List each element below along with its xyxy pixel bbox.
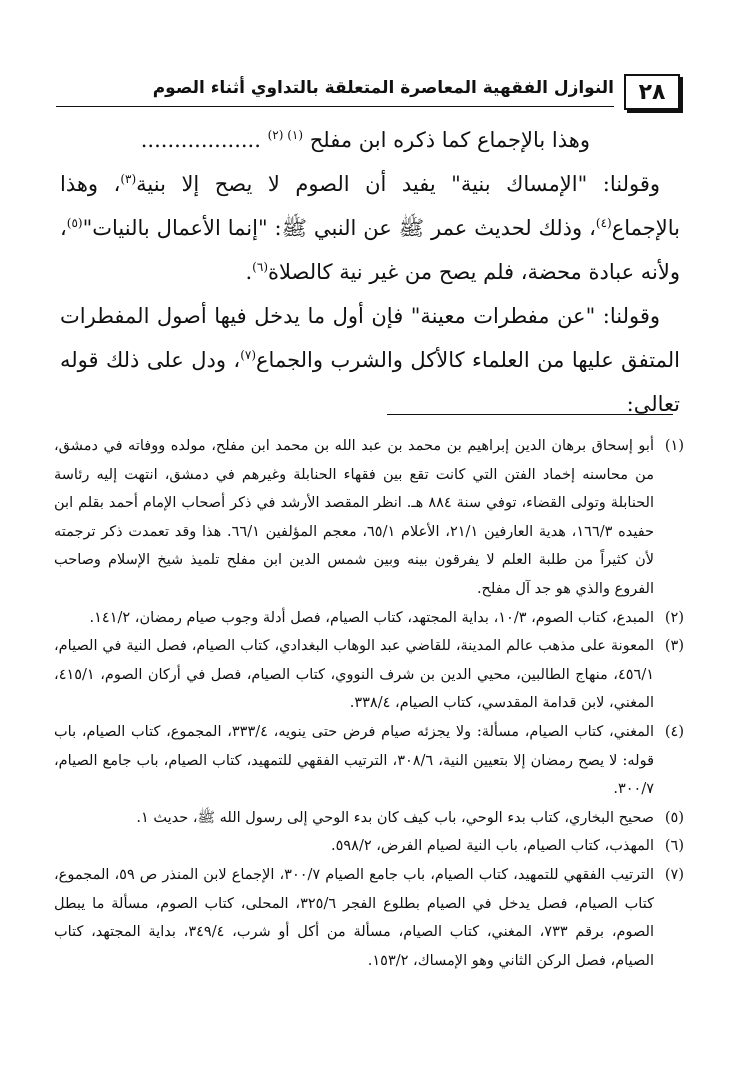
footnote-number: (٦) — [664, 838, 684, 855]
footnote-1 — [54, 432, 684, 604]
footnote-number: (٥) — [664, 809, 684, 826]
footnote-text: المغني، كتاب الصيام، مسألة: ولا يجزئه صيام فرض حتى ينويه، ٣٣٣/٤، المجموع، كتاب الصيام، باب قوله: لا يصح رمضان إلا بتعيين النية، ٣٠٨/٦، الترتيب الفقهي للتمهيد، كتاب الصيام، باب جامع الصيام، ٣٠٠/٧. — [54, 723, 655, 798]
page-number: ٢٨ — [624, 74, 680, 110]
footnote-number: (٢) — [664, 609, 684, 626]
footnote-text: المعونة على مذهب عالم المدينة، للقاضي عبد الوهاب البغدادي، كتاب الصيام، فصل النية في الصيام، ٤٥٦/١، منهاج الطالبين، محيي الدين بن شرف النووي، كتاب الصيام، فصل في أركان الصوم، ٤١٥/١، المغني، لابن قدامة المقدسي، كتاب الصيام، ٣٣٨/٤. — [54, 638, 654, 712]
footnote-ref-7: (٧) — [240, 348, 257, 362]
page-header — [56, 72, 680, 112]
footnote-ref-5: (٥) — [66, 216, 83, 230]
footnote-text: صحيح البخاري، كتاب بدء الوحي، باب كيف كان بدء الوحي إلى رسول الله ﷺ، حديث ١. — [136, 809, 654, 826]
footnote-text: المبدع، كتاب الصوم، ١٠/٣، بداية المجتهد، كتاب الصيام، فصل أدلة وجوب صيام رمضان، ١٤١/٢. — [89, 609, 654, 626]
footnote-4 — [54, 718, 684, 804]
paragraph-2-part-c: ، وذلك لحديث عمر ﷺ عن النبي ﷺ: "إنما الأعمال بالنيات" — [82, 216, 596, 240]
footnote-number: (٣) — [664, 638, 684, 655]
running-title: النوازل الفقهية المعاصرة المتعلقة بالتداوي أثناء الصوم — [152, 78, 614, 98]
footnote-text: الترتيب الفقهي للتمهيد، كتاب الصيام، باب جامع الصيام ٣٠٠/٧، الإجماع لابن المنذر ص ٥٩، المجموع، كتاب الصيام، فصل يدخل في الصيام بطلوع الفجر ٣٢٥/٦، المحلى، كتاب الصوم، مسألة ما يبطل الصوم، برقم ٧٣٣، المغني، كتاب الصيام، مسألة من أكل أو شرب، ٣٤٩/٤، بداية المجتهد، كتاب الصيام، فصل الركن الثاني وهو الإمساك، ١٥٣/٢. — [54, 866, 655, 969]
header-rule — [56, 106, 614, 107]
footnote-2 — [54, 604, 684, 633]
footnote-6 — [54, 832, 684, 861]
footnote-3 — [54, 632, 684, 718]
footnote-ref-3: (٣) — [120, 172, 137, 186]
paragraph-2-part-b: ، وهذا بالإجماع — [60, 172, 680, 240]
footnotes — [54, 432, 684, 975]
main-text — [60, 118, 680, 426]
paragraph-3 — [60, 294, 680, 426]
paragraph-2-part-e: . — [245, 260, 253, 284]
footnote-number: (١) — [664, 438, 684, 454]
paragraph-1 — [60, 118, 680, 162]
paragraph-2-part-d: ، ولأنه عبادة محضة، فلم يصح من غير نية كالصلاة — [60, 216, 680, 284]
paragraph-3-part-b: ، ودل على ذلك قوله تعالى: — [60, 348, 680, 416]
footnote-ref-1-2: (١) (٢) — [267, 128, 304, 142]
paragraph-2 — [60, 162, 680, 294]
footnote-separator — [387, 414, 673, 415]
footnote-text: أبو إسحاق برهان الدين إبراهيم بن محمد بن عبد الله بن محمد ابن مفلح، مولده ووفاته في دمشق، من محاسنه إخماد الفتن التي كانت تقع بين فقهاء الحنابلة وغيرهم في دمشق، انتهت إليه رئاسة الحنابلة وتولى القضاء، توفي سنة ٨٨٤ هـ. انظر المقصد الأرشد في ذكر أصحاب الإمام أحمد بقلم ابن حفيده ١٦٦/٣، هدية العارفين ٢١/١، الأعلام ٦٥/١، معجم المؤلفين ٦٦/١. هذا وقد تعمدت ذكر ترجمته لأن كثيراً من طلبة العلم لا يفرقون بينه وبين شمس الدين ابن مفلح تلميذ شيخ الإسلام وصاحب الفروع والذي هو جد آل مفلح. — [54, 438, 655, 597]
footnote-ref-6: (٦) — [252, 260, 268, 274]
continuation-dots: .................. — [140, 128, 261, 152]
paragraph-1-text: وهذا بالإجماع كما ذكره ابن مفلح — [309, 128, 590, 152]
footnote-number: (٤) — [664, 723, 684, 740]
footnote-ref-4: (٤) — [595, 216, 612, 230]
paragraph-3-part-a: وقولنا: "عن مفطرات معينة" فإن أول ما يدخل فيها أصول المفطرات المتفق عليها من العلماء كالأكل والشرب والجماع — [60, 304, 681, 372]
footnote-number: (٧) — [664, 866, 684, 883]
footnote-text: المهذب، كتاب الصيام، باب النية لصيام الفرض، ٥٩٨/٢. — [330, 838, 654, 855]
footnote-7 — [54, 861, 684, 975]
footnote-5 — [54, 804, 684, 833]
paragraph-2-part-a: وقولنا: "الإمساك بنية" يفيد أن الصوم لا يصح إلا بنية — [136, 172, 660, 196]
